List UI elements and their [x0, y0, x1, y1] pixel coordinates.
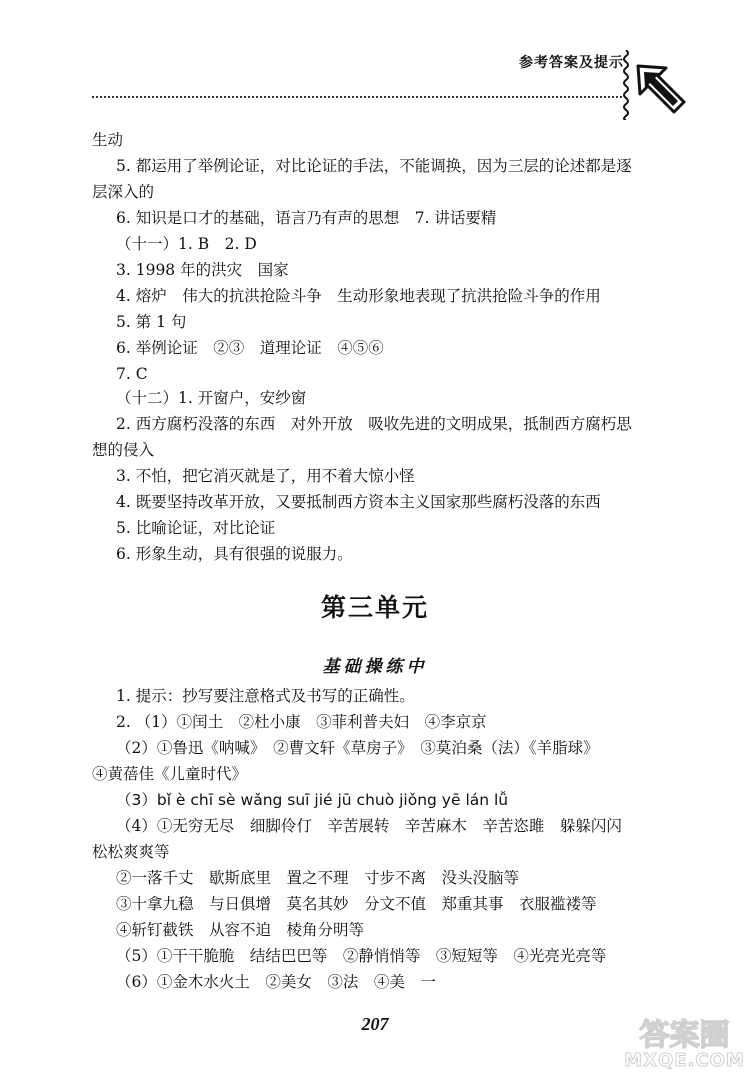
answer-line: 5. 第 1 句	[116, 313, 187, 331]
answer-line: ②一落千丈 歇斯底里 置之不理 寸步不离 没头没脑等	[116, 869, 520, 887]
answer-line: 松松爽爽等	[92, 843, 170, 861]
answer-line: 4. 既要坚持改革开放，又要抵制西方资本主义国家那些腐朽没落的东西	[116, 493, 601, 511]
answer-line: （4）①无穷无尽 细脚伶仃 辛苦展转 辛苦麻木 辛苦恣雎 躲躲闪闪	[116, 817, 622, 835]
answer-line: 6. 形象生动，具有很强的说服力。	[116, 545, 353, 563]
answer-line: 7. C	[116, 365, 148, 383]
answer-line: 想的侵入	[92, 441, 155, 459]
answer-line: （6）①金木水火土 ②美女 ③法 ④美 一	[116, 973, 436, 991]
pinyin-line: （3）bǐ è chī sè wǎng suī jié jū chuò jiǒng yē lán lǚ	[116, 791, 509, 809]
header-title: 参考答案及提示	[519, 55, 624, 71]
answer-line: 生动	[92, 131, 124, 149]
header-dotted-rule	[92, 96, 622, 98]
answer-line: ④斩钉截铁 从容不迫 棱角分明等	[116, 921, 365, 939]
page-number: 207	[361, 1014, 389, 1034]
arrow-up-left-icon	[632, 60, 690, 118]
answer-line: （十二）1. 开窗户，安纱窗	[116, 389, 307, 407]
watermark-logo	[622, 1010, 747, 1074]
answer-line: ④黄蓓佳《儿童时代》	[92, 765, 248, 783]
answer-line: （5）①干干脆脆 结结巴巴等 ②静悄悄等 ③短短等 ④光亮光亮等	[116, 947, 607, 965]
watermark-url: MXQE.COM	[624, 1050, 745, 1071]
answer-line: 5. 都运用了举例论证，对比论证的手法，不能调换，因为三层的论述都是逐	[116, 157, 632, 175]
answer-line: ③十拿九稳 与日俱增 莫名其妙 分文不值 郑重其事 衣服褴褛等	[116, 895, 597, 913]
answer-line: （十一）1. B 2. D	[116, 235, 257, 253]
answer-line: 5. 比喻论证，对比论证	[116, 519, 276, 537]
answer-line: （2）①鲁迅《呐喊》 ②曹文轩《草房子》 ③莫泊桑（法）《羊脂球》	[116, 739, 599, 757]
watermark-text: 答案圈	[639, 1018, 730, 1053]
answer-line: 层深入的	[92, 183, 155, 201]
answer-line: 6. 知识是口才的基础，语言乃有声的思想 7. 讲话要精	[116, 209, 497, 227]
unit-title: 第三单元	[320, 593, 429, 622]
answer-line: 1. 提示：抄写要注意格式及书写的正确性。	[116, 687, 415, 705]
answer-line: 6. 举例论证 ②③ 道理论证 ④⑤⑥	[116, 339, 384, 357]
answer-line: 3. 1998 年的洪灾 国家	[116, 261, 289, 279]
section-title: 基础操练中	[322, 657, 428, 677]
squiggle-divider	[622, 50, 630, 120]
answer-line: 4. 熔炉 伟大的抗洪抢险斗争 生动形象地表现了抗洪抢险斗争的作用	[116, 287, 601, 305]
answer-line: 2. （1）①闰土 ②杜小康 ③菲利普夫妇 ④李京京	[116, 713, 487, 731]
answer-line: 2. 西方腐朽没落的东西 对外开放 吸收先进的文明成果，抵制西方腐朽思	[116, 415, 632, 433]
answer-line: 3. 不怕，把它消灭就是了，用不着大惊小怪	[116, 467, 415, 485]
